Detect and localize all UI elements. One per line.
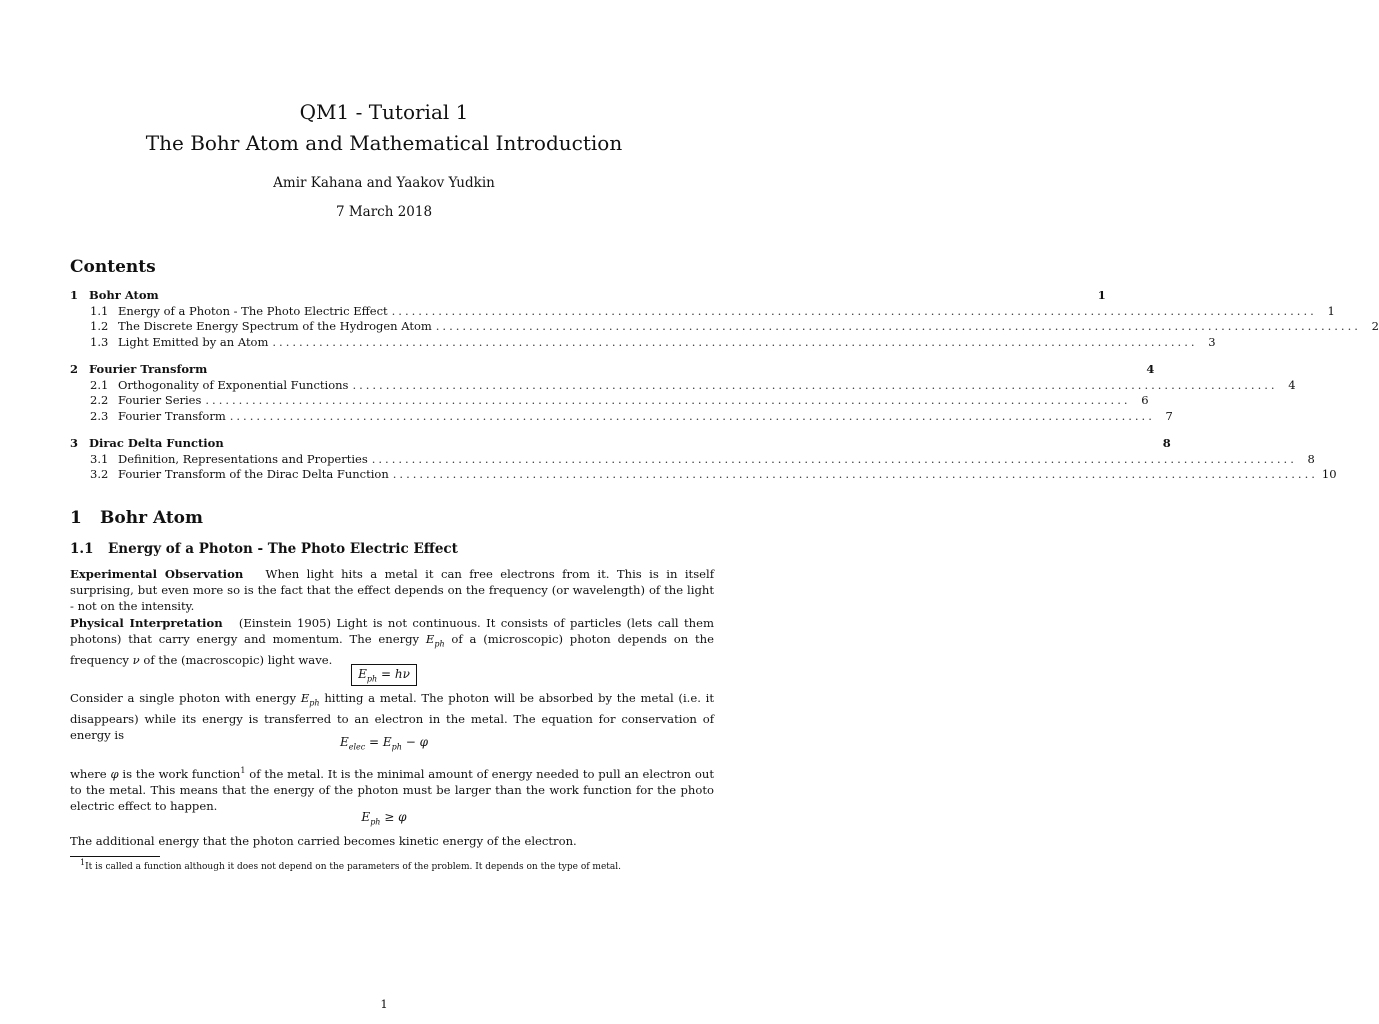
math-nu: ν <box>132 653 140 668</box>
math-phi: φ <box>110 766 119 781</box>
subsection-title: Energy of a Photon - The Photo Electric Effect <box>108 541 458 557</box>
toc-leader: ........................................................................................................................................... <box>272 334 1198 349</box>
section-heading <box>70 508 203 528</box>
paragraph-text: of a (microscopic) photon depends on the frequency <box>70 632 714 668</box>
toc-leader: ........................................................................................................................................... <box>229 408 1155 423</box>
toc-subsection-3-1[interactable] <box>70 451 1315 468</box>
toc-subsection-1-3[interactable] <box>70 334 1216 351</box>
toc-page: 8 <box>1162 436 1171 450</box>
toc-title: Definition, Representations and Properties <box>118 451 368 466</box>
toc-leader: ........................................................................................................................................... <box>392 467 1318 481</box>
math-e-ph: $E_{ph}$ <box>300 691 320 708</box>
toc-leader: ........................................................................................................................................... <box>435 319 1361 333</box>
toc-page: 8 <box>1307 451 1315 466</box>
section-number: 1 <box>70 508 82 528</box>
toc-page: 1 <box>1097 288 1106 302</box>
toc-subsection-2-3[interactable] <box>70 408 1173 425</box>
subsection-heading <box>70 541 458 557</box>
date: 7 March 2018 <box>335 204 433 220</box>
title-line-2: The Bohr Atom and Mathematical Introduction <box>145 131 623 155</box>
toc-page: 4 <box>1288 377 1296 392</box>
footnote-text: It is called a function although it does not depend on the parameters of the problem. It depends on the type of metal. <box>85 862 622 872</box>
table-of-contents <box>70 288 1379 483</box>
equation-conservation: $E_{elec} = E_{ph} - \varphi$ <box>339 735 429 752</box>
toc-page: 6 <box>1141 393 1149 407</box>
toc-page: 2 <box>1371 319 1379 333</box>
toc-page: 7 <box>1165 408 1173 423</box>
math-e-ph: $E_{ph}$ <box>425 632 445 649</box>
footnote-divider <box>70 856 160 857</box>
toc-number: 2.3 <box>90 408 109 423</box>
title-line-1: QM1 - Tutorial 1 <box>299 100 469 124</box>
paragraph-work-function <box>70 763 714 814</box>
paragraph-label: Physical Interpretation <box>70 616 223 630</box>
toc-title: The Discrete Energy Spectrum of the Hydrogen Atom <box>118 319 432 333</box>
toc-title: Light Emitted by an Atom <box>118 334 269 349</box>
paragraph-text: The additional energy that the photon carried becomes kinetic energy of the electron. <box>70 834 577 848</box>
toc-number: 3 <box>70 436 79 450</box>
toc-number: 1.2 <box>90 319 109 333</box>
toc-page: 3 <box>1208 334 1216 349</box>
toc-spacer <box>70 350 714 362</box>
toc-leader: ........................................................................................................................................... <box>371 451 1297 466</box>
toc-section-2[interactable] <box>70 362 1155 378</box>
toc-number: 1.3 <box>90 334 109 349</box>
toc-title: Fourier Series <box>118 393 202 407</box>
paragraph-text: where <box>70 766 111 781</box>
paragraph-text: is the work function <box>118 766 241 781</box>
toc-page: 1 <box>1327 303 1335 318</box>
toc-number: 1 <box>70 288 79 302</box>
contents-heading: Contents <box>70 257 156 277</box>
footnote-mark[interactable]: 1 <box>240 766 246 775</box>
toc-leader: ........................................................................................................................................... <box>391 303 1317 318</box>
paragraph-label: Experimental Observation <box>70 567 244 581</box>
toc-title: Dirac Delta Function <box>89 436 224 450</box>
toc-leader: ........................................................................................................................................... <box>352 377 1278 392</box>
toc-title: Bohr Atom <box>89 288 159 302</box>
paragraph-text: hitting a metal. The photon will be absorbed by the metal (i.e. it disappears) while its energy is transferred to an electron in the metal. The equation for conservation of energy is <box>70 691 715 743</box>
toc-title: Orthogonality of Exponential Functions <box>118 377 349 392</box>
toc-number: 3.1 <box>90 451 109 466</box>
page-number: 1 <box>380 997 388 1011</box>
toc-subsection-3-2[interactable] <box>70 467 1337 483</box>
toc-subsection-1-2[interactable] <box>70 319 1379 335</box>
paragraph-text: Consider a single photon with energy <box>70 691 301 705</box>
paragraph-text: (Einstein 1905) Light is not continuous. It consists of particles (lets call them photons) that carry energy and momentum. The energy <box>70 616 714 646</box>
toc-title: Fourier Transform <box>89 362 208 376</box>
toc-page: 4 <box>1146 362 1155 376</box>
toc-number: 3.2 <box>90 467 109 481</box>
paragraph-text: of the metal. It is the minimal amount of energy needed to pull an electron out to the metal. This means that the energy of the photon must be larger than the work function for the photo electric effect to happen. <box>70 766 714 813</box>
toc-section-1[interactable] <box>70 288 1106 304</box>
toc-section-3[interactable] <box>70 436 1171 452</box>
subsection-number: 1.1 <box>70 541 94 557</box>
toc-title: Energy of a Photon - The Photo Electric Effect <box>118 303 388 318</box>
paragraph-text: of the (macroscopic) light wave. <box>139 653 333 668</box>
equation-photon-energy <box>0 664 768 686</box>
equation-threshold: $E_{ph} \ge \varphi$ <box>361 810 407 827</box>
toc-number: 1.1 <box>90 303 109 318</box>
toc-number: 2 <box>70 362 79 376</box>
footnote-mark: 1 <box>80 858 86 867</box>
toc-title: Fourier Transform of the Dirac Delta Function <box>118 467 389 481</box>
authors: Amir Kahana and Yaakov Yudkin <box>273 175 495 191</box>
toc-number: 2.2 <box>90 393 109 407</box>
section-title: Bohr Atom <box>100 508 204 528</box>
toc-page: 10 <box>1321 467 1337 481</box>
footnote <box>80 858 714 872</box>
toc-spacer <box>70 424 714 436</box>
toc-title: Fourier Transform <box>118 408 226 423</box>
paragraph-text: When light hits a metal it can free electrons from it. This is in itself surprising, but even more so is the fact that the effect depends on the frequency (or wavelength) of the light - not on the intensity. <box>70 567 715 613</box>
toc-subsection-2-2[interactable] <box>70 393 1149 409</box>
toc-subsection-1-1[interactable] <box>70 303 1335 320</box>
toc-leader: ........................................................................................................................................... <box>205 393 1131 407</box>
paragraph-physical-interpretation <box>70 615 714 668</box>
toc-number: 2.1 <box>90 377 109 392</box>
toc-subsection-2-1[interactable] <box>70 377 1296 394</box>
boxed-equation: $E_{ph} = h\nu$ <box>351 664 417 686</box>
paragraph-kinetic-energy <box>70 833 714 849</box>
paragraph-experimental-observation <box>70 566 714 614</box>
